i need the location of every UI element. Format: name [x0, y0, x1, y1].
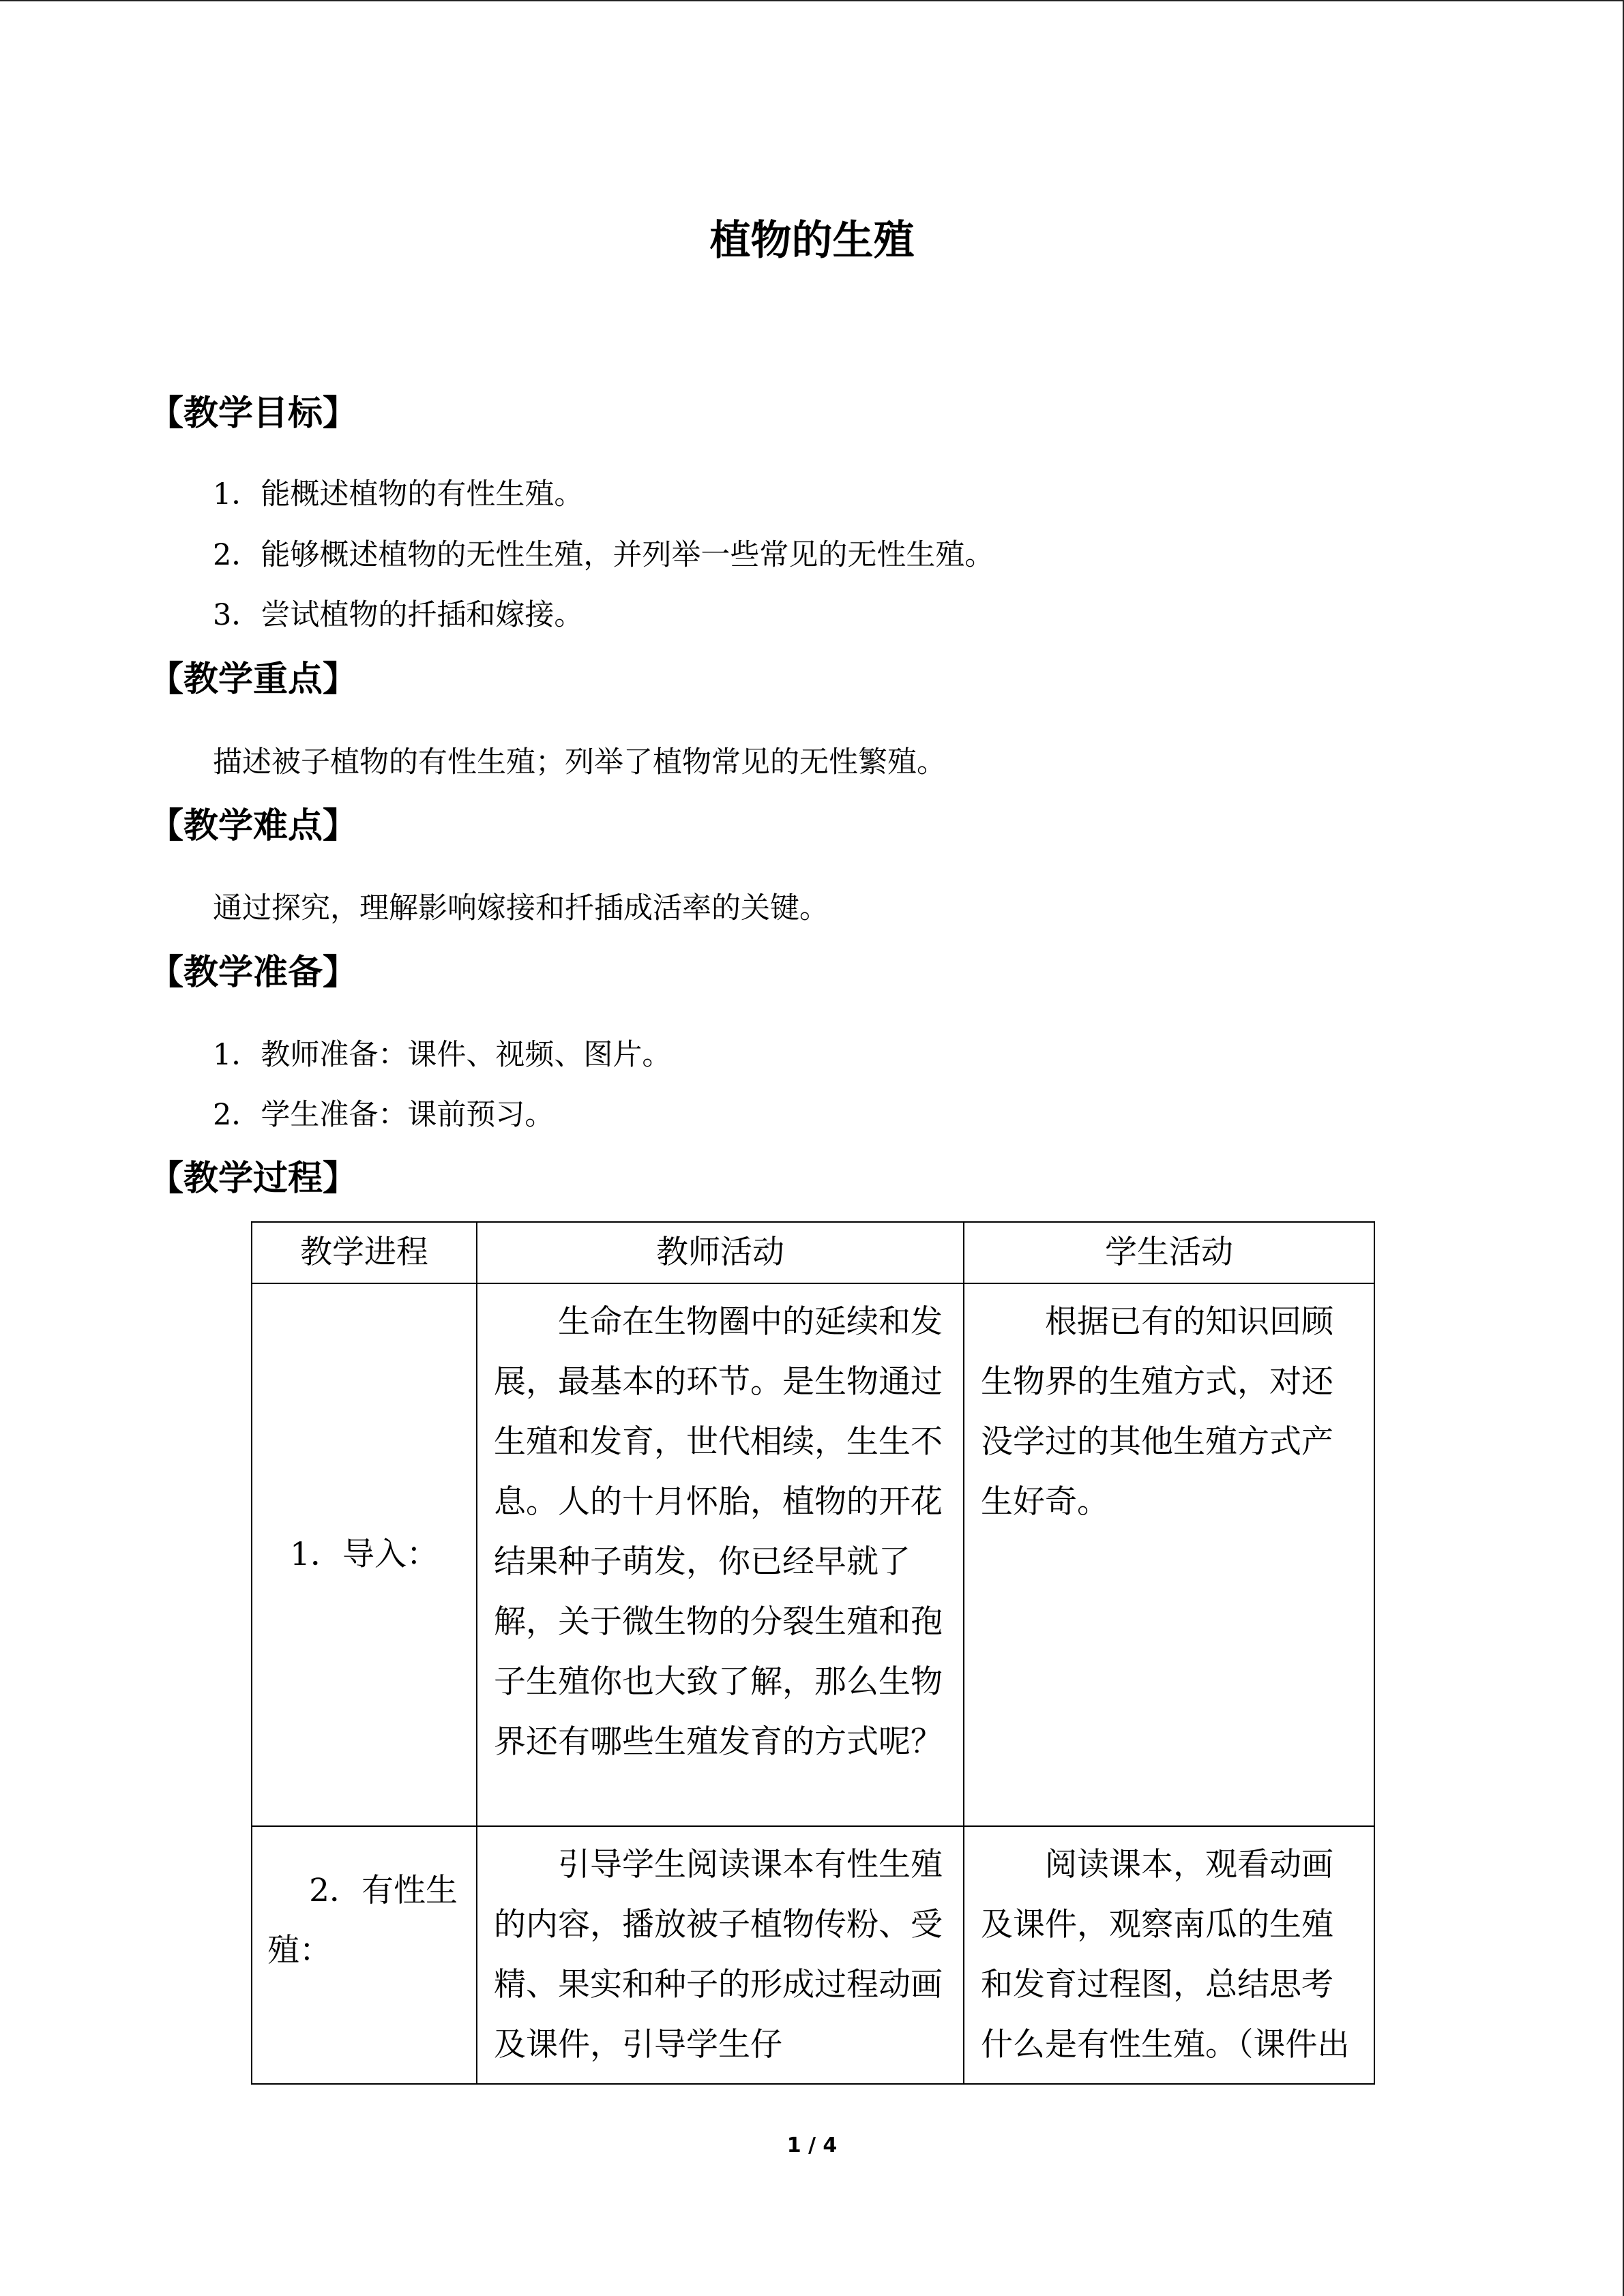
heading-key-points: 【教学重点】 [149, 659, 358, 700]
objective-item-2: 2．能够概述植物的无性生殖，并列举一些常见的无性生殖。 [213, 538, 994, 572]
objective-item-1: 1．能概述植物的有性生殖。 [213, 477, 584, 511]
table-row [252, 1826, 1374, 2084]
heading-process: 【教学过程】 [149, 1159, 358, 1199]
stage-label: 1．导入： [290, 1536, 439, 1573]
table-row [252, 1283, 1374, 1826]
stage-label: 2．有性生殖： [267, 1872, 458, 1969]
stage-cell [252, 1826, 477, 2084]
student-activity-text: 阅读课本，观看动画及课件，观察南瓜的生殖和发育过程图，总结思考什么是有性生殖。（课件出 [981, 1846, 1350, 2063]
top-border-line [0, 0, 1624, 1]
stage-cell [252, 1283, 477, 1826]
key-points-text: 描述被子植物的有性生殖；列举了植物常见的无性繁殖。 [213, 745, 946, 779]
teacher-cell [477, 1283, 964, 1826]
teacher-activity-text: 引导学生阅读课本有性生殖的内容，播放被子植物传粉、受精、果实和种子的形成过程动画及课件，引导学生仔 [494, 1846, 943, 2063]
student-activity-text: 根据已有的知识回顾生物界的生殖方式，对还没学过的其他生殖方式产生好奇。 [981, 1303, 1333, 1521]
objective-item-3: 3．尝试植物的扦插和嫁接。 [213, 598, 584, 632]
difficulties-text: 通过探究，理解影响嫁接和扦插成活率的关键。 [213, 891, 829, 925]
teacher-activity-text: 生命在生物圈中的延续和发展，最基本的环节。是生物通过生殖和发育，世代相续，生生不息。人的十月怀胎，植物的开花结果种子萌发，你已经早就了解，关于微生物的分裂生殖和孢子生殖你也大致了解，那么生物界还有哪些生殖发育的方式呢？ [494, 1303, 943, 1761]
preparation-item-2: 2．学生准备：课前预习。 [213, 1098, 555, 1132]
page-number: 1 / 4 [786, 2134, 838, 2158]
header-student-activity: 学生活动 [964, 1222, 1374, 1283]
student-cell [964, 1826, 1374, 2084]
header-teacher-activity: 教师活动 [477, 1222, 964, 1283]
document-title: 植物的生殖 [709, 217, 915, 265]
teacher-cell [477, 1826, 964, 2084]
heading-preparation: 【教学准备】 [149, 953, 358, 993]
header-stage: 教学进程 [252, 1222, 477, 1283]
teaching-process-table [251, 1221, 1375, 2085]
heading-difficulties: 【教学难点】 [149, 806, 358, 846]
student-cell [964, 1283, 1374, 1826]
table-header-row [252, 1222, 1374, 1283]
preparation-item-1: 1．教师准备：课件、视频、图片。 [213, 1038, 672, 1072]
heading-objectives: 【教学目标】 [149, 393, 358, 434]
